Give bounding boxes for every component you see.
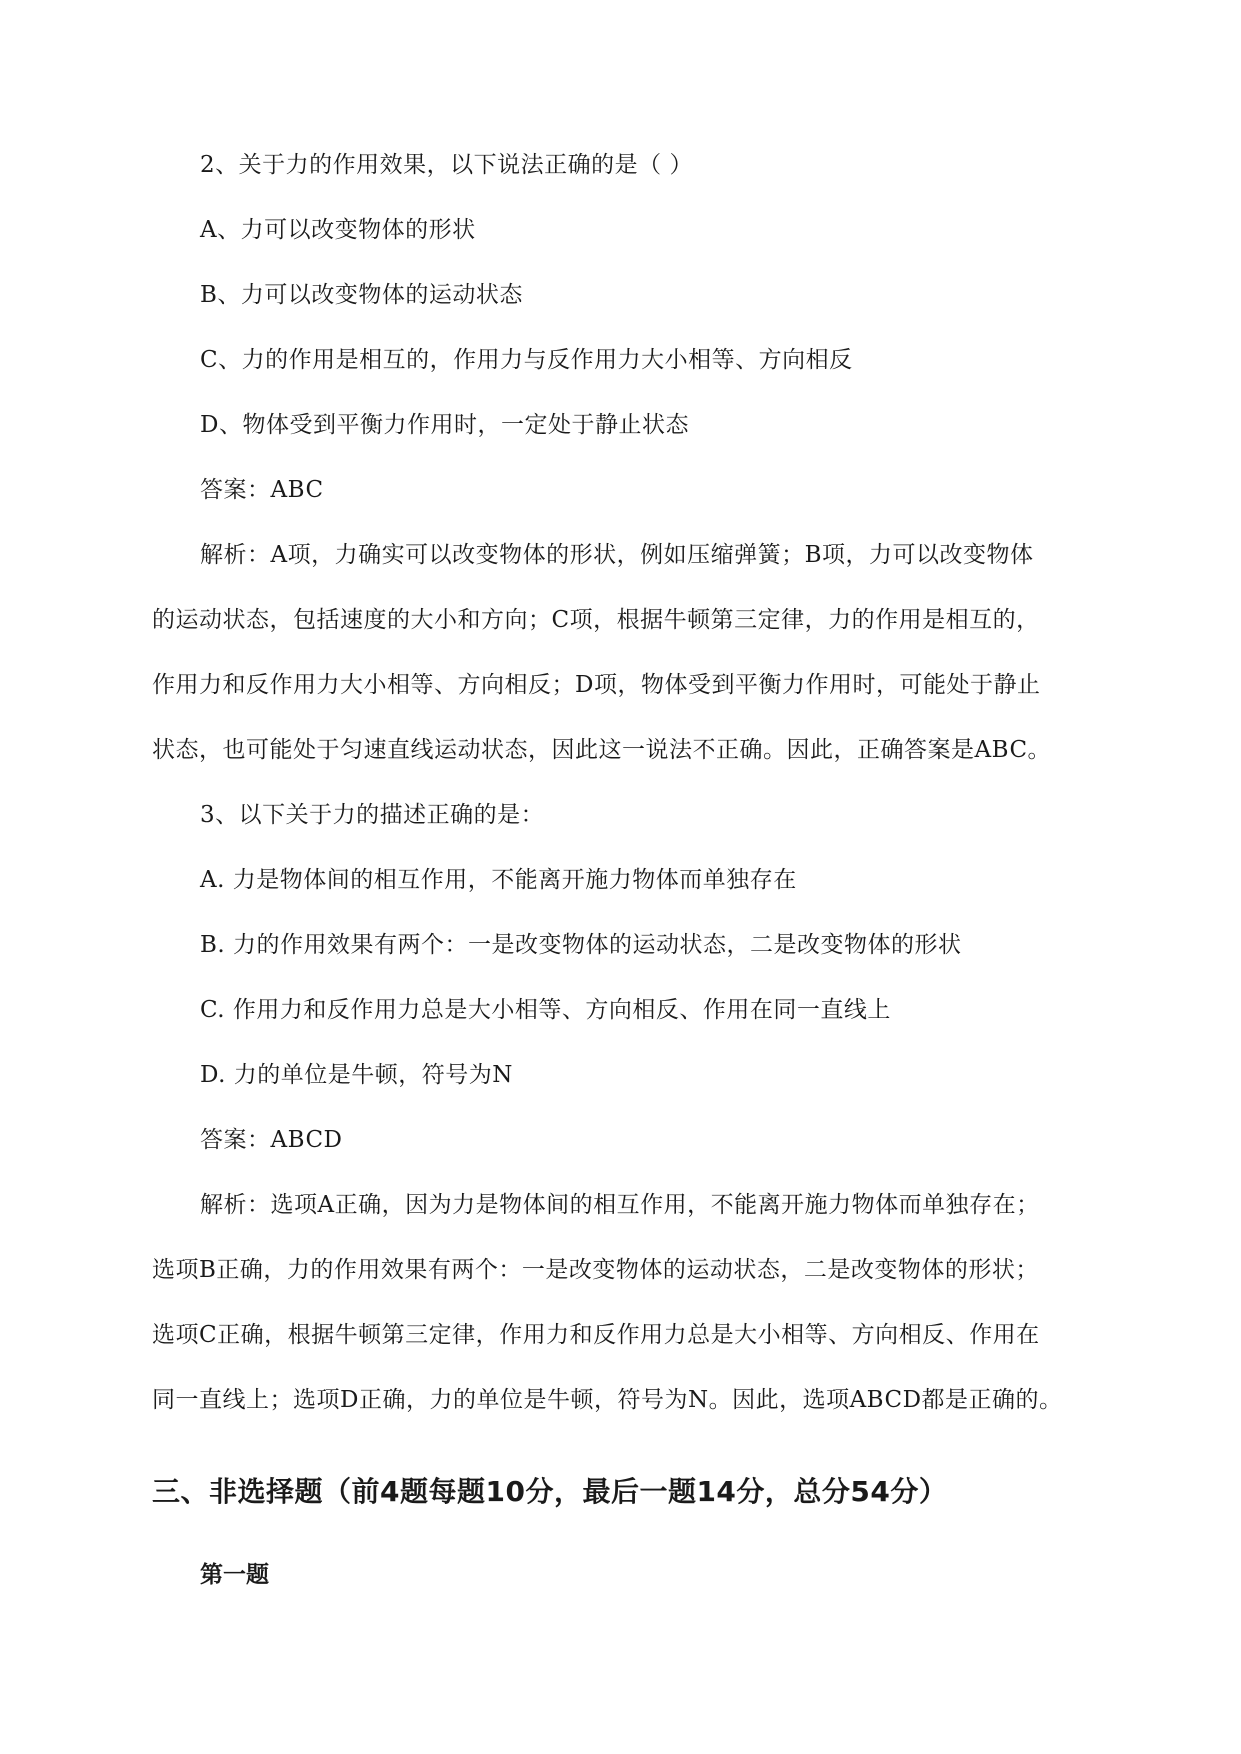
question-2-answer: 答案：ABC bbox=[200, 477, 324, 503]
question-3-answer: 答案：ABCD bbox=[200, 1127, 343, 1153]
question-2-option-d: D、物体受到平衡力作用时，一定处于静止状态 bbox=[200, 412, 689, 438]
question-3-stem: 3、以下关于力的描述正确的是： bbox=[200, 802, 545, 828]
question-2-option-b: B、力可以改变物体的运动状态 bbox=[200, 282, 523, 308]
question-2-option-a: A、力可以改变物体的形状 bbox=[200, 217, 476, 243]
question-2-analysis-line: 的运动状态，包括速度的大小和方向；C项，根据牛顿第三定律，力的作用是相互的， bbox=[152, 607, 1040, 633]
question-3-option-d: D. 力的单位是牛顿，符号为N bbox=[200, 1062, 513, 1088]
question-2-analysis-line: 解析：A项，力确实可以改变物体的形状，例如压缩弹簧；B项，力可以改变物体 bbox=[200, 542, 1034, 568]
question-3-option-c: C. 作用力和反作用力总是大小相等、方向相反、作用在同一直线上 bbox=[200, 997, 891, 1023]
question-2-stem: 2、关于力的作用效果，以下说法正确的是（ ） bbox=[200, 152, 693, 178]
question-3-analysis-line: 同一直线上；选项D正确，力的单位是牛顿，符号为N。因此，选项ABCD都是正确的。 bbox=[152, 1387, 1063, 1413]
question-2-analysis-line: 状态，也可能处于匀速直线运动状态，因此这一说法不正确。因此，正确答案是ABC。 bbox=[152, 737, 1052, 763]
question-2-option-c: C、力的作用是相互的，作用力与反作用力大小相等、方向相反 bbox=[200, 347, 853, 373]
section-3-heading: 三、非选择题（前4题每题10分，最后一题14分，总分54分） bbox=[152, 1475, 948, 1508]
question-3-option-b: B. 力的作用效果有两个：一是改变物体的运动状态，二是改变物体的形状 bbox=[200, 932, 962, 958]
question-2-analysis-line: 作用力和反作用力大小相等、方向相反；D项，物体受到平衡力作用时，可能处于静止 bbox=[152, 672, 1041, 698]
question-3-analysis-line: 解析：选项A正确，因为力是物体间的相互作用，不能离开施力物体而单独存在； bbox=[200, 1192, 1040, 1218]
first-question-heading: 第一题 bbox=[200, 1562, 269, 1588]
question-3-option-a: A. 力是物体间的相互作用，不能离开施力物体而单独存在 bbox=[200, 867, 797, 893]
question-3-analysis-line: 选项B正确，力的作用效果有两个：一是改变物体的运动状态，二是改变物体的形状； bbox=[152, 1257, 1039, 1283]
question-3-analysis-line: 选项C正确，根据牛顿第三定律，作用力和反作用力总是大小相等、方向相反、作用在 bbox=[152, 1322, 1040, 1348]
